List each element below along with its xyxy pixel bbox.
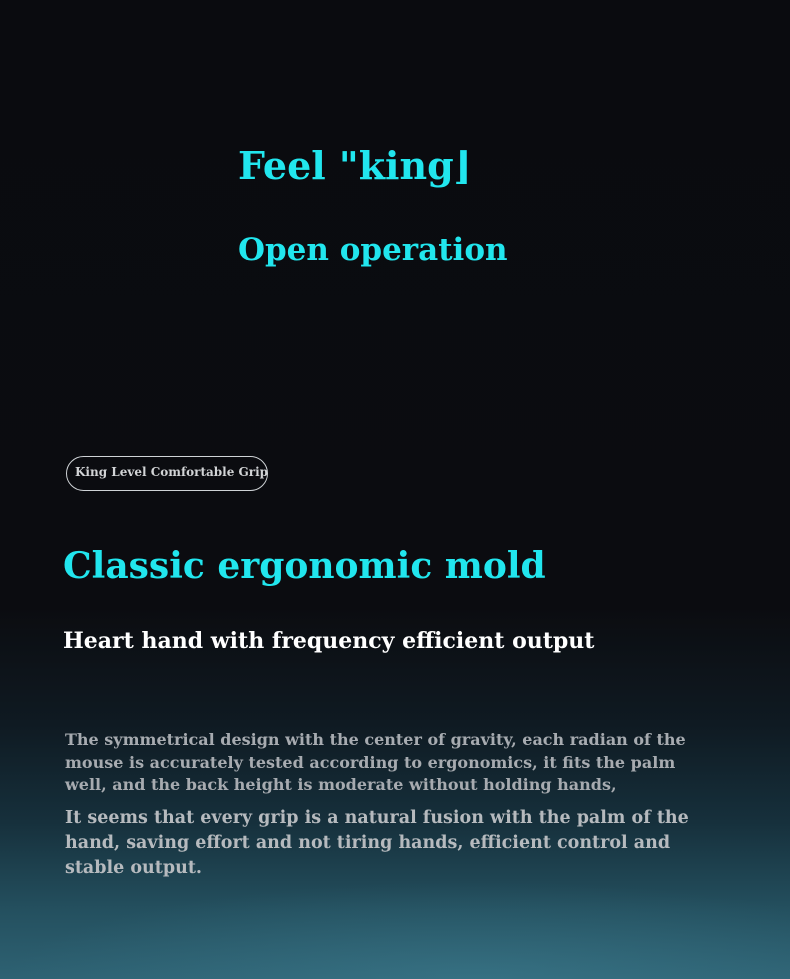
description-paragraph-2: It seems that every grip is a natural fusion with the palm of the hand, saving effort and not tiring hands, efficient control and stable output.	[65, 808, 689, 878]
hero-subtitle: Open operation	[238, 232, 508, 268]
bottom-glow-decoration	[0, 880, 790, 979]
section-title: Classic ergonomic mold	[63, 545, 546, 587]
section-subtitle: Heart hand with frequency efficient output	[63, 628, 595, 654]
feature-badge-label: King Level Comfortable Grip	[75, 465, 269, 479]
hero-title: Feel "king⌋	[238, 143, 472, 188]
description-paragraph-1: The symmetrical design with the center of gravity, each radian of the mouse is accurately tested according to ergonomics, it fits the palm well, and the back height is moderate without holding hands,	[65, 730, 686, 794]
feature-badge	[66, 456, 268, 491]
